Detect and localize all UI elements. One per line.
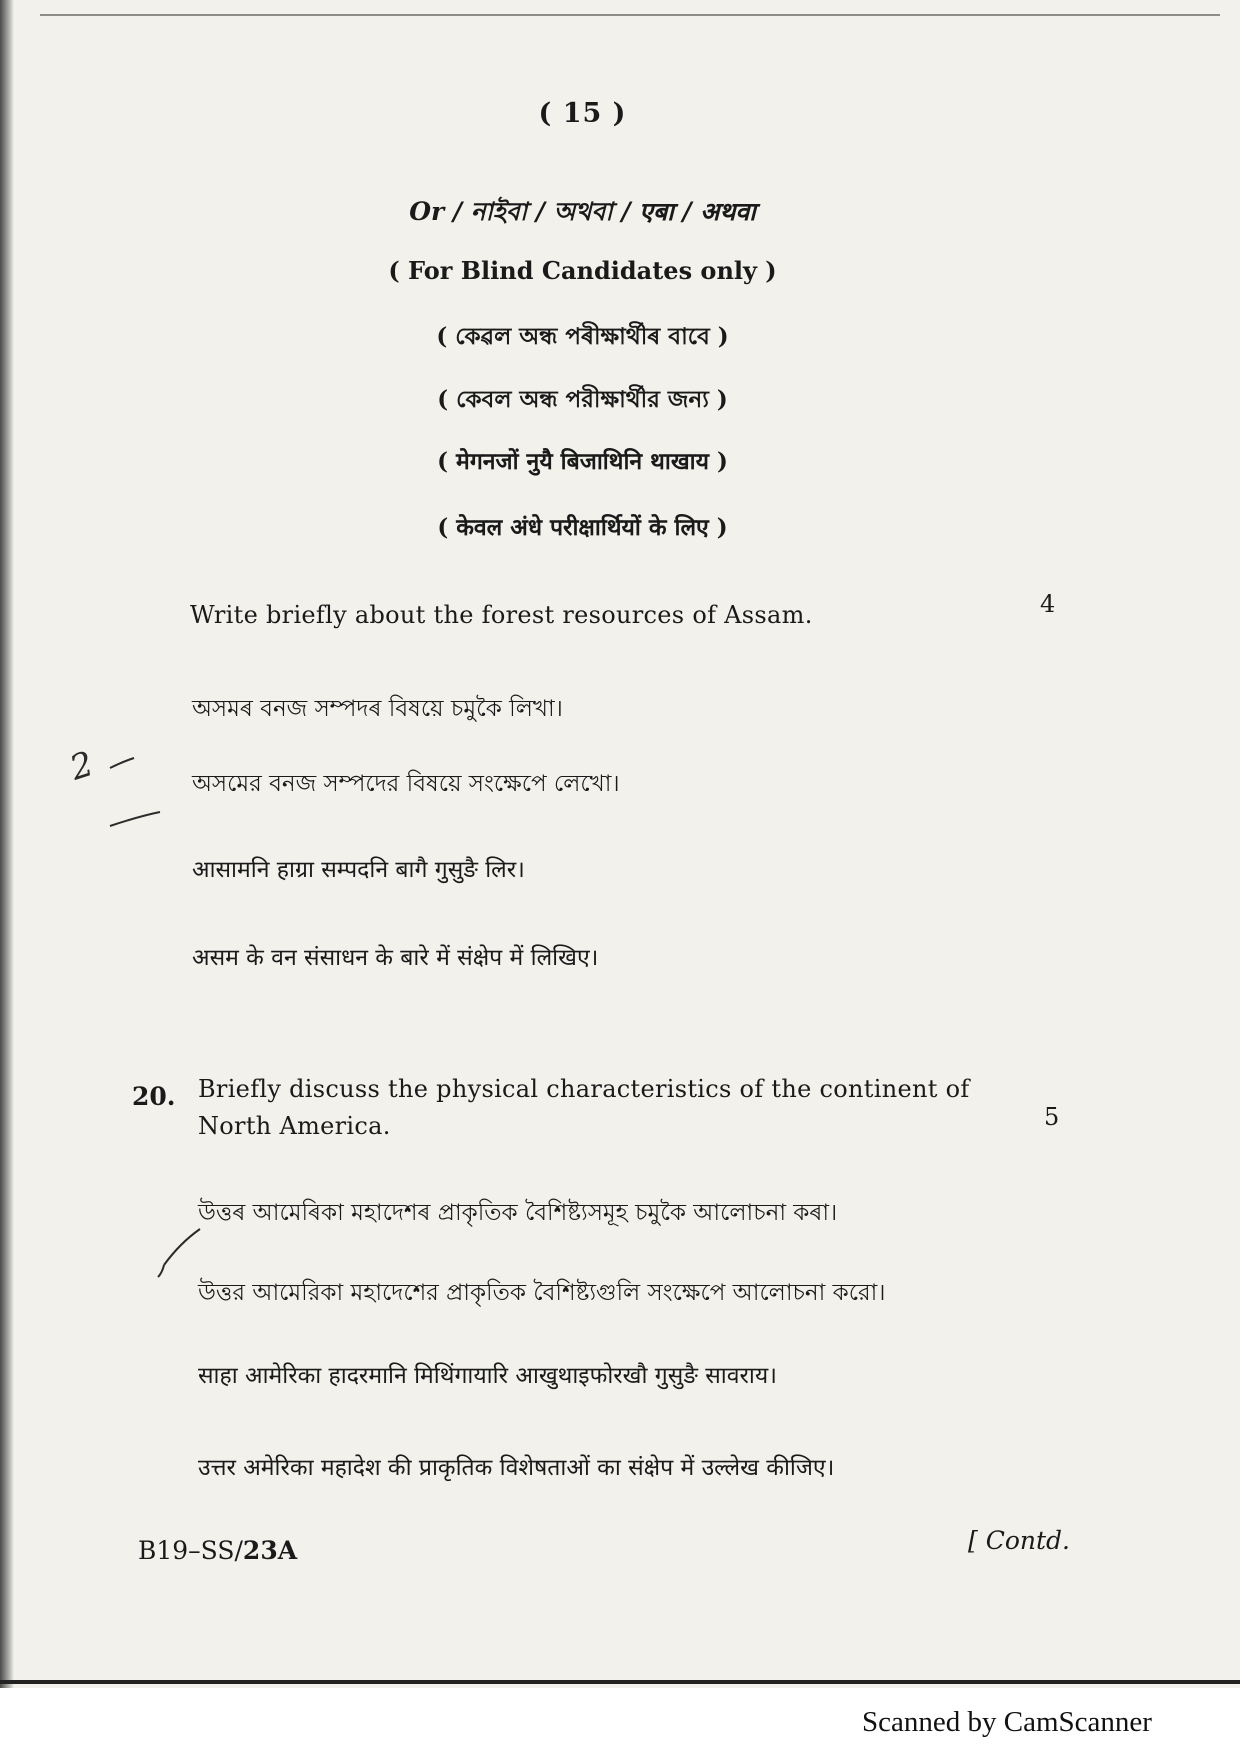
pen-margin-marks (60, 740, 180, 840)
paper-code-prefix: B19–SS/ (138, 1536, 243, 1565)
pen-dash-mark (110, 812, 160, 826)
scanner-watermark: Scanned by CamScanner (862, 1706, 1152, 1738)
blind-question-bodo: आसामनि हाग्रा सम्पदनि बागै गुसुङै लिर। (192, 857, 525, 883)
blind-heading-hindi: ( केवल अंधे परीक्षार्थियों के लिए ) (437, 514, 728, 541)
pen-stroke-short (110, 758, 134, 768)
question-20-line-2: North America. (198, 1112, 391, 1140)
continued-marker: [ Contd. (968, 1526, 1070, 1555)
page-edge-shadow (0, 0, 14, 1688)
blind-question-english: Write briefly about the forest resources of Assam. (190, 601, 813, 629)
or-separator: Or / নাইবা / অথবা / एबा / अथवा (409, 197, 756, 226)
question-20-bodo: साहा आमेरिका हादरमानि मिथिंगायारि आखुथाइफोरखौ गुसुङै सावराय। (198, 1363, 777, 1389)
paper-code-suffix: 23A (242, 1536, 298, 1565)
top-rule (40, 14, 1220, 16)
question-20-number: 20. (132, 1082, 176, 1111)
blind-heading-bodo: ( मेगनजों नुयै बिजाथिनि थाखाय ) (437, 448, 728, 475)
question-20-marks: 5 (1044, 1103, 1060, 1131)
bottom-rule (0, 1680, 1240, 1684)
paper-code (138, 1536, 297, 1565)
blind-heading-bengali: ( কেবল অন্ধ পরীক্ষার্থীর জন্য ) (437, 386, 728, 413)
question-20-assamese: উত্তৰ আমেৰিকা মহাদেশৰ প্ৰাকৃতিক বৈশিষ্ট্যসমূহ চমুকৈ আলোচনা কৰা। (198, 1200, 838, 1226)
blind-heading-assamese: ( কেৱল অন্ধ পৰীক্ষাৰ্থীৰ বাবে ) (436, 323, 729, 350)
question-20-bengali: উত্তর আমেরিকা মহাদেশের প্রাকৃতিক বৈশিষ্ট্যগুলি সংক্ষেপে আলোচনা করো। (198, 1280, 886, 1306)
pen-tick-mark (150, 1225, 210, 1285)
blind-question-bengali: অসমের বনজ সম্পদের বিষয়ে সংক্ষেপে লেখো। (192, 771, 620, 797)
blind-question-assamese: অসমৰ বনজ সম্পদৰ বিষয়ে চমুকৈ লিখা। (192, 696, 563, 722)
question-20-line-1: Briefly discuss the physical characteristics of the continent of (198, 1075, 970, 1103)
pen-digit-2: 2 (65, 743, 99, 789)
blind-question-hindi: असम के वन संसाधन के बारे में संक्षेप में लिखिए। (192, 945, 599, 971)
question-20-hindi: उत्तर अमेरिका महादेश की प्राकृतिक विशेषताओं का संक्षेप में उल्लेख कीजिए। (198, 1455, 835, 1481)
blind-candidates-heading: ( For Blind Candidates only ) (388, 256, 777, 285)
page-number: ( 15 ) (538, 98, 627, 129)
blind-question-marks: 4 (1040, 590, 1056, 618)
